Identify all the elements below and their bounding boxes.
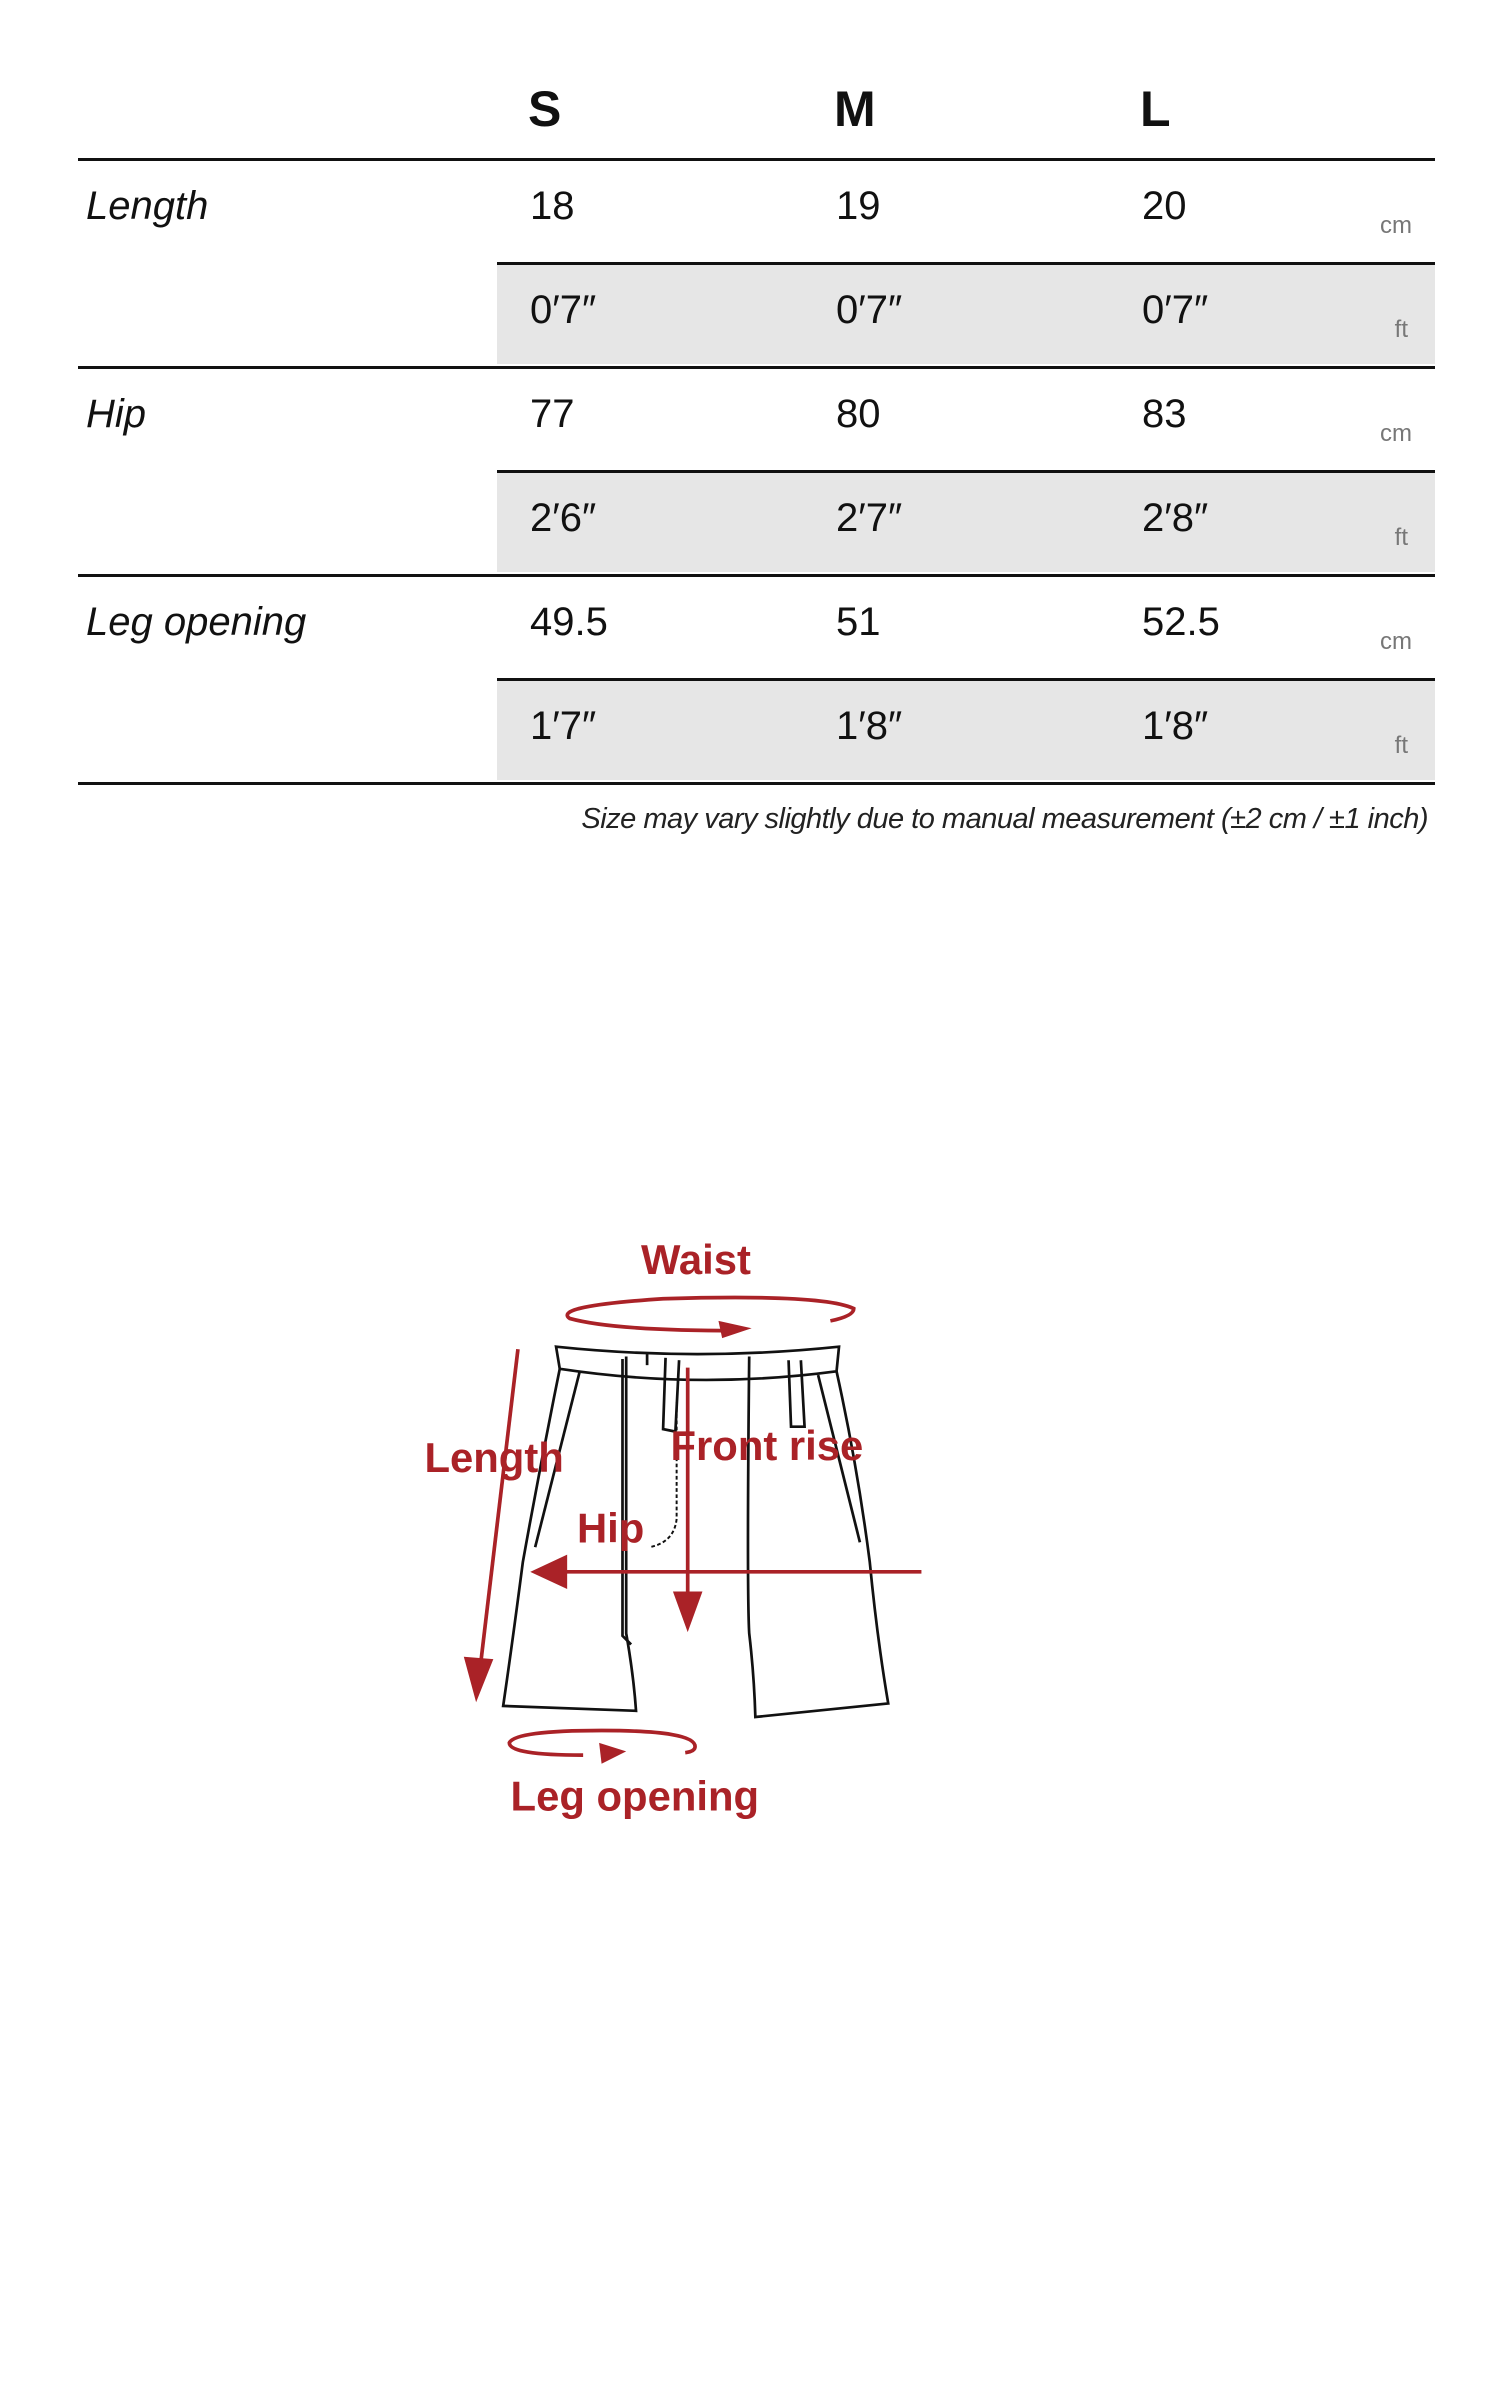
column-header-s: S xyxy=(528,81,562,137)
divider xyxy=(78,574,1435,577)
length-m-cm: 19 xyxy=(836,184,881,228)
hip-s-cm: 77 xyxy=(530,392,575,436)
length-s-cm: 18 xyxy=(530,184,575,228)
shorts-outline-icon xyxy=(503,1347,888,1717)
unit-ft: ft xyxy=(1394,732,1408,759)
shorts-measurement-diagram xyxy=(380,1220,1020,1840)
divider xyxy=(78,366,1435,369)
length-l-cm: 20 xyxy=(1142,184,1187,228)
divider xyxy=(78,782,1435,785)
label-waist: Waist xyxy=(640,1236,751,1284)
column-header-l: L xyxy=(1140,81,1171,137)
hip-s-ft: 2′6″ xyxy=(530,496,597,540)
length-s-ft: 0′7″ xyxy=(530,288,597,332)
row-label-hip: Hip xyxy=(86,392,147,436)
divider xyxy=(497,678,1435,681)
unit-ft: ft xyxy=(1394,524,1408,551)
hip-l-cm: 83 xyxy=(1142,392,1187,436)
hip-m-ft: 2′7″ xyxy=(836,496,903,540)
unit-ft: ft xyxy=(1394,316,1408,343)
label-leg-opening: Leg opening xyxy=(510,1772,760,1820)
leg-m-cm: 51 xyxy=(836,600,881,644)
ft-row-bg-hip xyxy=(497,472,1435,572)
label-front-rise: Front rise xyxy=(670,1421,864,1469)
hip-m-cm: 80 xyxy=(836,392,881,436)
leg-l-ft: 1′8″ xyxy=(1142,704,1209,748)
row-label-leg-opening: Leg opening xyxy=(86,600,307,644)
leg-l-cm: 52.5 xyxy=(1142,600,1220,644)
leg-s-ft: 1′7″ xyxy=(530,704,597,748)
divider xyxy=(497,470,1435,473)
ft-row-bg-leg xyxy=(497,680,1435,780)
length-m-ft: 0′7″ xyxy=(836,288,903,332)
unit-cm: cm xyxy=(1380,212,1412,239)
divider xyxy=(497,262,1435,265)
label-hip: Hip xyxy=(576,1504,645,1552)
column-header-m: M xyxy=(834,81,876,137)
leg-s-cm: 49.5 xyxy=(530,600,608,644)
header-divider xyxy=(78,158,1435,161)
unit-cm: cm xyxy=(1380,420,1412,447)
label-length: Length xyxy=(424,1434,564,1482)
measurement-note: Size may vary slightly due to manual measurement (±2 cm / ±1 inch) xyxy=(581,803,1428,835)
length-l-ft: 0′7″ xyxy=(1142,288,1209,332)
unit-cm: cm xyxy=(1380,628,1412,655)
leg-m-ft: 1′8″ xyxy=(836,704,903,748)
hip-l-ft: 2′8″ xyxy=(1142,496,1209,540)
row-label-length: Length xyxy=(86,184,209,228)
ft-row-bg-length xyxy=(497,264,1435,364)
